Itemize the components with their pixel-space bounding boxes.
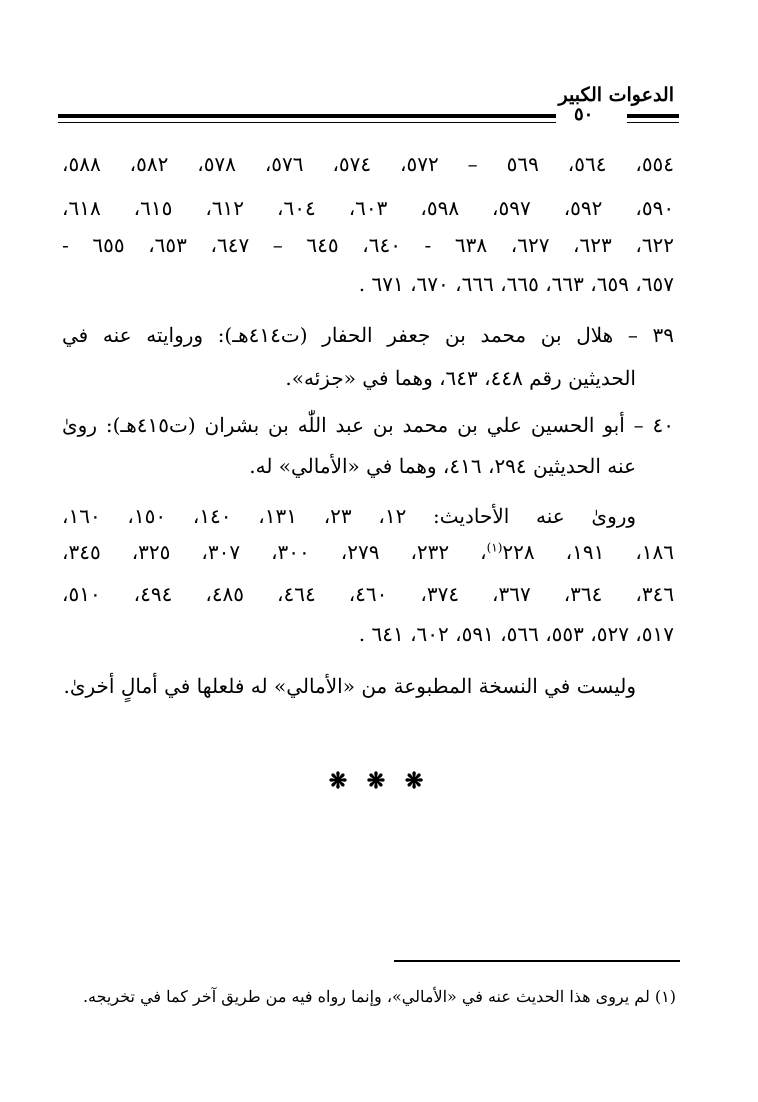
entry-40-hadith-list-line-2 bbox=[62, 538, 674, 566]
page-number: ٥٠ bbox=[574, 104, 594, 125]
entry-40-line-1: ٤٠ – أبو الحسين علي بن محمد بن عبد اللّٰه بن بشران (ت٤١٥هـ): روىٰ bbox=[62, 413, 674, 437]
header-rule-thin bbox=[58, 122, 556, 123]
entry-40-line-2: عنه الحديثين ٢٩٤، ٤١٦، وهما في «الأمالي» له. bbox=[249, 454, 636, 478]
header-side-rule-thin bbox=[627, 122, 679, 123]
running-header-title: الدعوات الكبير bbox=[558, 84, 674, 106]
continued-list-line-2: ٥٩٠، ٥٩٢، ٥٩٧، ٥٩٨، ٦٠٣، ٦٠٤، ٦١٢، ٦١٥، ٦١٨، bbox=[62, 196, 675, 220]
header-side-rule-thick bbox=[627, 114, 679, 118]
entry-40-hadith-list-line-4: ٥١٧، ٥٢٧، ٥٥٣، ٥٦٦، ٥٩١، ٦٠٢، ٦٤١ . bbox=[358, 622, 674, 646]
entry-40-hadith-list-line-3: ٣٤٦، ٣٦٤، ٣٦٧، ٣٧٤، ٤٦٠، ٤٦٤، ٤٨٥، ٤٩٤، ٥١٠، bbox=[62, 582, 675, 606]
hadith-list-line-2-start: ١٨٦، ١٩١، ٢٢٨ bbox=[502, 540, 675, 564]
entry-40-hadith-list-line-1: وروىٰ عنه الأحاديث: ١٢، ٢٣، ١٣١، ١٤٠، ١٥٠، ١٦٠، bbox=[62, 504, 637, 528]
continued-list-line-1: ٥٥٤، ٥٦٤، ٥٦٩ – ٥٧٢، ٥٧٤، ٥٧٦، ٥٧٨، ٥٨٢، ٥٨٨، bbox=[62, 152, 675, 176]
section-separator-stars: ❋ ❋ ❋ bbox=[328, 768, 430, 794]
entry-39-line-1: ٣٩ – هلال بن محمد بن جعفر الحفار (ت٤١٤هـ): وروايته عنه في bbox=[62, 323, 674, 347]
header-rule-thick bbox=[58, 114, 556, 118]
continued-list-line-4: ٦٥٧، ٦٥٩، ٦٦٣، ٦٦٥، ٦٦٦، ٦٧٠، ٦٧١ . bbox=[358, 272, 674, 296]
footnote-rule bbox=[394, 960, 680, 962]
entry-40-note: وليست في النسخة المطبوعة من «الأمالي» له فلعلها في أمالٍ أخرىٰ. bbox=[63, 674, 636, 698]
footnote-reference-mark: (١) bbox=[486, 540, 503, 555]
continued-list-line-3: ٦٢٢، ٦٢٣، ٦٢٧، ٦٣٨ - ٦٤٠، ٦٤٥ – ٦٤٧، ٦٥٣، ٦٥٥ - bbox=[62, 233, 675, 257]
entry-39-line-2: الحديثين رقم ٤٤٨، ٦٤٣، وهما في «جزئه». bbox=[285, 366, 636, 390]
hadith-list-line-2-end: ، ٢٣٢، ٢٧٩، ٣٠٠، ٣٠٧، ٣٢٥، ٣٤٥، bbox=[62, 540, 487, 564]
footnote-1: (١) لم يروى هذا الحديث عنه في «الأمالي»، وإنما رواه فيه من طريق آخر كما في تخريجه. bbox=[82, 987, 676, 1006]
